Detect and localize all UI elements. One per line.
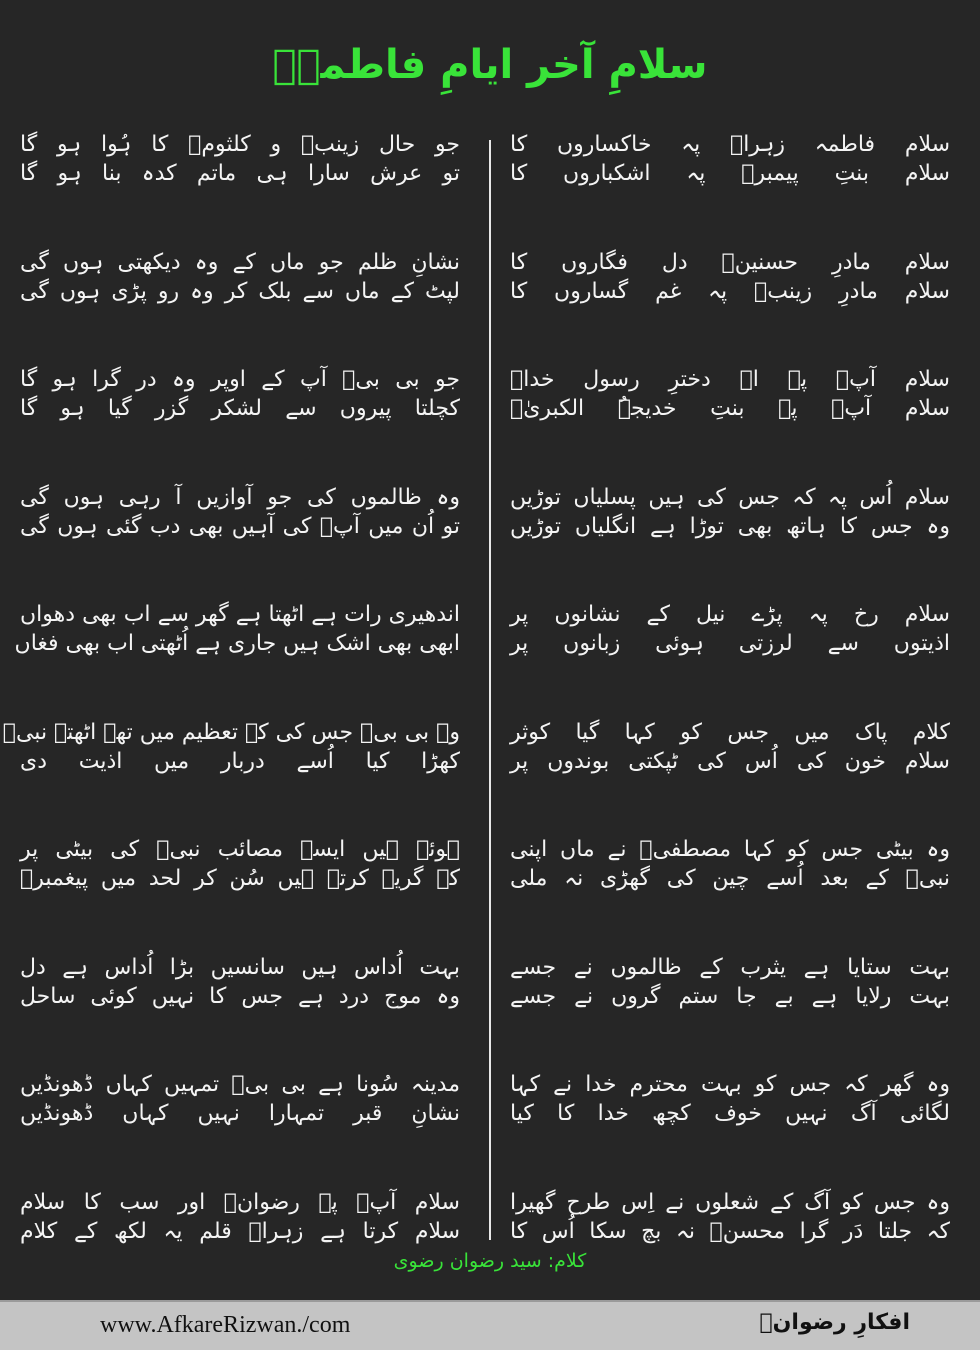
verse-line: سلام آپؑ پہ بنتِ خدیجۃُ الکبریٰؑ: [510, 396, 950, 421]
website-link[interactable]: www.AfkareRizwan./com: [100, 1312, 351, 1338]
verse-line: سلام بنتِ پیمبرؐ پہ اشکباروں کا: [510, 161, 950, 186]
verse-line: نبیؐ کے بعد اُسے چین کی گھڑی نہ ملی: [510, 866, 950, 891]
poet-credit: کلام: سید رضوان رضوی: [393, 1250, 587, 1272]
stanza: [510, 600, 950, 718]
verse-line: نشانِ قبر تمہارا نہیں کہاں ڈھونڈیں: [20, 1101, 460, 1126]
stanza: [14, 600, 460, 718]
verse-line: کھڑا کیا اُسے دربار میں اذیت دی: [20, 748, 460, 774]
verse-line: وہ موج درد ہے جس کا نہیں کوئی ساحل: [20, 983, 460, 1009]
stanza: [510, 483, 950, 601]
verse-line: اذیتوں سے لرزتی ہوئی زبانوں پر: [510, 631, 950, 656]
brand-logo-text: افکارِ رضوانؔ: [759, 1310, 910, 1335]
stanza: [20, 953, 460, 1071]
verse-line: وہ گھر کہ جس کو بہت محترم خدا نے کہا: [510, 1072, 950, 1097]
stanza: [20, 483, 460, 601]
stanza: [20, 365, 460, 483]
stanza: [510, 365, 950, 483]
verse-line: سلام کرتا ہے زہراؑ قلم یہ لکھ کے کلام: [20, 1218, 460, 1244]
stanza: [510, 1070, 950, 1188]
verse-line: بہت ستایا ہے یثرب کے ظالموں نے جسے: [510, 954, 950, 980]
verse-line: لگائی آگ نہیں خوف کچھ خدا کا کیا: [510, 1101, 950, 1126]
verse-line: وہ بی بیؑ جس کی کہ تعظیم میں تھے اٹھتے نبیؐ: [2, 719, 460, 745]
footer-bar: [0, 1300, 980, 1350]
verse-line: وہ ظالموں کی جو آوازیں آ رہی ہوں گی: [20, 484, 460, 510]
verse-line: جو بی بیؑ آپ کے اوپر وہ در گرا ہو گا: [20, 367, 460, 392]
verse-line: سلام آپؑ پہ اے دخترِ رسول خداؐ: [510, 367, 950, 392]
verse-line: ہوئے ہیں ایسے مصائب نبیؐ کی بیٹی پر: [20, 837, 460, 862]
verse-line: اندھیری رات ہے اٹھتا ہے گھر سے اب بھی دھواں: [20, 602, 460, 627]
verse-line: لپٹ کے ماں سے بلک کر وہ رو پڑی ہوں گی: [20, 278, 460, 304]
stanza: [510, 1188, 950, 1306]
verse-line: سلام خون کی اُس کی ٹپکتی بوندوں پر: [510, 748, 950, 774]
verse-line: وہ بیٹی جس کو کہا مصطفیؐ نے ماں اپنی: [510, 837, 950, 862]
stanza: [510, 130, 950, 248]
verse-line: وہ جس کا ہاتھ بھی توڑا ہے انگلیاں توڑیں: [510, 513, 950, 539]
stanza: [510, 718, 950, 836]
page-title: سلامِ آخر ایامِ فاطمہؑ: [272, 42, 708, 88]
verse-line: کچلتا پیروں سے لشکر گزر گیا ہو گا: [20, 396, 460, 421]
verse-line: کلام پاک میں جس کو کہا گیا کوثر: [510, 719, 950, 745]
verse-line: تو عرش سارا ہی ماتم کدہ بنا ہو گا: [20, 161, 460, 186]
verse-line: تو اُن میں آپؑ کی آہیں بھی دب گئی ہوں گی: [20, 513, 460, 539]
right-poem-column: [510, 130, 950, 1305]
stanza: [20, 1070, 460, 1188]
verse-line: مدینہ سُونا ہے بی بیؑ تمہیں کہاں ڈھونڈیں: [20, 1072, 460, 1097]
verse-line: سلام مادرِ زینبؑ پہ غم گساروں کا: [510, 278, 950, 304]
verse-line: سلام مادرِ حسنینؑ دل فگاروں کا: [510, 249, 950, 275]
verse-line: وہ جس کو آگ کے شعلوں نے اِس طرح گھیرا: [510, 1189, 950, 1215]
verse-line: سلام آپؑ پہ رضوانؔ اور سب کا سلام: [20, 1189, 460, 1215]
verse-line: جو حال زینبؑ و کلثومؑ کا ہُوا ہو گا: [20, 132, 460, 157]
stanza: [2, 718, 460, 836]
left-poem-column: [2, 130, 460, 1305]
verse-line: سلام فاطمہ زہراؑ پہ خاکساروں کا: [510, 132, 950, 157]
stanza: [510, 835, 950, 953]
verse-line: کہ گریہ کرتے ہیں سُن کر لحد میں پیغمبرؐ: [20, 866, 460, 891]
stanza: [20, 835, 460, 953]
stanza: [510, 248, 950, 366]
stanza: [510, 953, 950, 1071]
verse-line: ابھی بھی اشک ہیں جاری ہے اُٹھتی اب بھی فغاں: [14, 631, 460, 656]
verse-line: بہت اُداس ہیں سانسیں بڑا اُداس ہے دل: [20, 954, 460, 980]
verse-line: نشانِ ظلم جو ماں کے وہ دیکھتی ہوں گی: [20, 249, 460, 275]
stanza: [20, 248, 460, 366]
column-divider: [489, 140, 491, 1240]
stanza: [20, 1188, 460, 1306]
verse-line: کہ جلتا دَر گرا محسنؑ نہ بچ سکا اُس کا: [510, 1218, 950, 1244]
verse-line: سلام رخ پہ پڑے نیل کے نشانوں پر: [510, 602, 950, 627]
stanza: [20, 130, 460, 248]
verse-line: بہت رلایا ہے بے جا ستم گروں نے جسے: [510, 983, 950, 1009]
verse-line: سلام اُس پہ کہ جس کی ہیں پسلیاں توڑیں: [510, 484, 950, 510]
